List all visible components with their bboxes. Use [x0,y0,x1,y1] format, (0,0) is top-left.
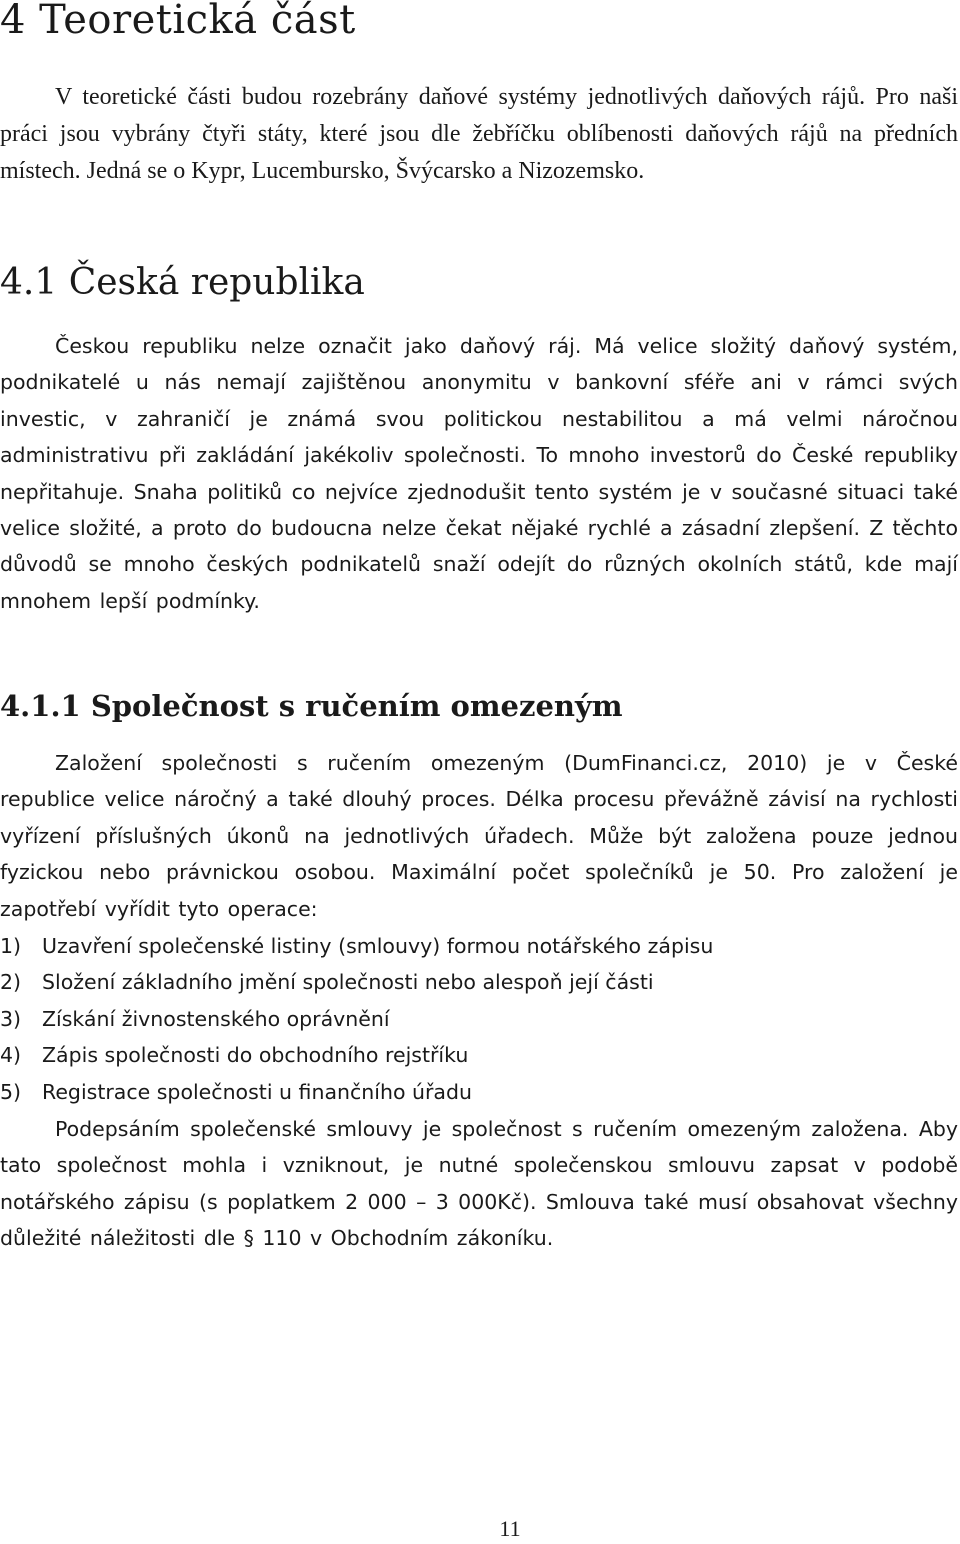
list-number: 1) [0,934,22,958]
list-number: 2) [0,970,22,995]
section-heading: 4.1 Česká republika [0,262,365,303]
list-item [0,1037,713,1073]
intro-paragraph: V teoretické části budou rozebrány daňové systémy jednotlivých daňových rájů. Pro naši práci jsou vybrány čtyři státy, které jsou dle žebříčku oblíbenosti daňových rájů na předních místech. Jedná se o Kypr, Lucembursko, Švýcarsko a Nizozemsko. [0,84,958,184]
contract-paragraph: Podepsáním společenské smlouvy je společnost s ručením omezeným založena. Aby tato společnost mohla i vzniknout, je nutné společenskou smlouvu zapsat v podobě notářského zápisu (s poplatkem 2 000 – 3 000Kč). Smlouva také musí obsahovat všechny důležité náležitosti dle § 110 v Obchodním zákoníku. [0,1117,958,1251]
list-text: Uzavření společenské listiny (smlouvy) formou notářského zápisu [42,934,714,958]
sro-paragraph: Založení společnosti s ručením omezeným (DumFinanci.cz, 2010) je v České republice velice náročný a také dlouhý proces. Délka procesu převážně závisí na rychlosti vyřízení příslušných úkonů na jednotlivých úřadech. Může být založena pouze jednou fyzickou nebo právnickou osobou. Maximální počet společníků je 50. Pro založení je zapotřebí vyřídit tyto operace: [0,751,958,921]
steps-list [0,928,713,1110]
list-item [0,964,713,1000]
list-number: 4) [0,1043,22,1068]
chapter-heading: 4 Teoretická část [0,0,356,43]
list-item [0,928,713,964]
list-text: Zápis společnosti do obchodního rejstříku [42,1043,469,1068]
list-text: Registrace společnosti u finančního úřadu [42,1079,472,1104]
list-item [0,1001,713,1037]
page-number: 11 [499,1516,521,1541]
subsection-heading: 4.1.1 Společnost s ručením omezeným [0,689,623,723]
list-text: Získání živnostenského oprávnění [42,1006,390,1031]
list-item [0,1074,713,1110]
czech-republic-paragraph: Českou republiku nelze označit jako daňový ráj. Má velice složitý daňový systém, podnikatelé u nás nemají zajištěnou anonymitu v bankovní sféře ani v rámci svých investic, v zahraničí je známá svou politickou nestabilitou a má velmi náročnou administrativu při zakládání jakékoliv společnosti. To mnoho investorů do České republiky nepřitahuje. Snaha politiků co nejvíce zjednodušit tento systém je v současné situaci také velice složité, a proto do budoucna nelze čekat nějaké rychlé a zásadní zlepšení. Z těchto důvodů se mnoho českých podnikatelů snaží odejít do různých okolních států, kde mají mnohem lepší podmínky. [0,334,958,613]
list-number: 3) [0,1006,22,1031]
list-text: Složení základního jmění společnosti nebo alespoň její části [42,970,654,995]
list-number: 5) [0,1079,22,1104]
